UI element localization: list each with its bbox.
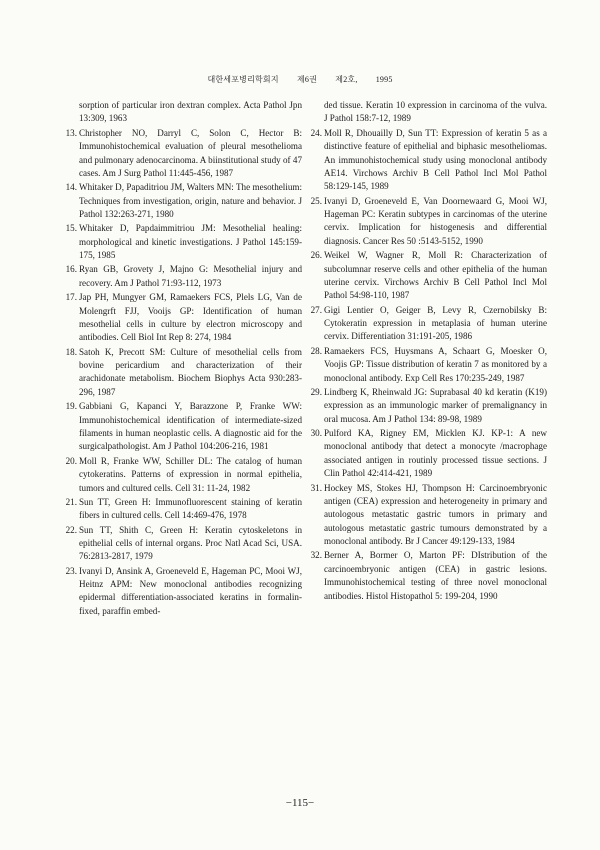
reference-item: [60, 524, 302, 564]
reference-item: [60, 291, 302, 345]
reference-text: Moll R, Dhouailly D, Sun TT: Expression of keratin 5 as a distinctive feature of epithelial and biphasic mesotheliomas. An immunohistochemical study using monoclonal antibody AE14. Virchows Archiv B Cell Pathol Incl Mol Pathol 58:129-145, 1989: [324, 127, 547, 192]
reference-continuation: [60, 99, 302, 126]
reference-number: 19.: [65, 401, 77, 412]
reference-text: Hockey MS, Stokes HJ, Thompson H: Carcinoembryonic antigen (CEA) expression and heterogeneity in primary and autologous metastatic gastric tumors in primary and autologous metastatic gastric tumours demonstrated by a monoclonal antibody. Br J Cancer 49:129-133, 1984: [324, 482, 547, 547]
right-reference-column: [305, 99, 547, 604]
reference-number: 16.: [65, 264, 77, 275]
reference-text: Sun TT, Shith C, Green H: Keratin cytoskeletons in epithelial cells of internal organs. Proc Natl Acad Sci, USA. 76:2813-2817, 1979: [79, 524, 302, 562]
reference-number: 18.: [65, 346, 77, 357]
reference-item: [60, 222, 302, 262]
reference-text: Berner A, Bormer O, Marton PF: DIstribution of the carcinoembryonic antigen (CEA) in gastric lesions. Immunohistochemical testing of three novel monoclonal antibodies. Histol Histopathol 5: 199-204, 1990: [324, 550, 547, 601]
reference-item: [60, 496, 302, 523]
reference-continuation: [305, 99, 547, 126]
reference-text: Ryan GB, Grovety J, Majno G: Mesothelial injury and recovery. Am J Pathol 71:93-112, 1973: [79, 264, 302, 288]
reference-text: Lindberg K, Rheinwald JG: Suprabasal 40 kd keratin (K19) expression as an immunologic marker of premalignancy in oral mucosa. Am J Pathol 134: 89-98, 1989: [324, 386, 547, 424]
reference-item: [305, 195, 547, 249]
reference-text: Whitaker D, Papdaimmitriou JM: Mesothelial healing: morphological and kinetic investigations. J Pathol 145:159-175, 1985: [79, 223, 302, 261]
reference-item: [60, 565, 302, 619]
reference-text: Gigi Lentier O, Geiger B, Levy R, Czernobilsky B: Cytokeratin expression in metaplasia of human uterine cervix. Differentiation 31:191-205, 1986: [324, 304, 547, 342]
reference-text: sorption of particular iron dextran complex. Acta Pathol Jpn 13:309, 1963: [79, 100, 302, 124]
reference-number: 15.: [65, 223, 77, 234]
reference-item: [305, 345, 547, 385]
reference-number: 29.: [310, 386, 322, 397]
reference-text: Ramaekers FCS, Huysmans A, Schaart G, Moesker O, Voojis GP: Tissue distribution of keratin 7 as monitored by a monoclonal antibody. Exp Cell Res 170:235-249, 1987: [324, 345, 547, 383]
reference-number: 25.: [310, 195, 322, 206]
reference-text: Satoh K, Precott SM: Culture of mesothelial cells from bovine pericardium and characterization of their arachidonate metabolism. Biochem Biophys Acta 930:283-296, 1987: [79, 346, 302, 397]
reference-text: Sun TT, Green H: Immunofluorescent staining of keratin fibers in cultured cells. Cell 14:469-476, 1978: [79, 496, 302, 521]
reference-text: Ivanyi D, Groeneveld E, Van Doornewaard G, Mooi WJ, Hageman PC: Keratin subtypes in carcinomas of the uterine cervix. Implication for histogenesis and differential diagnosis. Cancer Res 50 :5143-5152, 1990: [324, 195, 547, 246]
reference-item: [305, 482, 547, 549]
reference-number: 23.: [65, 565, 77, 576]
reference-number: 21.: [65, 496, 77, 507]
reference-item: [60, 400, 302, 454]
reference-item: [305, 386, 547, 426]
reference-item: [60, 127, 302, 181]
reference-text: Jap PH, Mungyer GM, Ramaekers FCS, Plels LG, Van de Molengrft FJJ, Vooijs GP: Identification of human mesothelial cells in culture by electron microscopy and antibodies. Cell Biol Int Rep 8: 274, 1984: [79, 292, 302, 343]
reference-item: [60, 455, 302, 495]
reference-text: Whitaker D, Papaditriou JM, Walters MN: The mesothelium: Techniques from investigation, origin, nature and behavior. J Pathol 132:263-271, 1980: [79, 182, 302, 220]
year-label: 1995: [375, 75, 393, 84]
reference-number: 20.: [65, 455, 77, 466]
reference-number: 28.: [310, 345, 322, 356]
running-header: [0, 74, 600, 85]
reference-text: Ivanyi D, Ansink A, Groeneveld E, Hageman PC, Mooi WJ, Heitnz APM: New monoclonal antibodies recognizing epidermal differentiation-associated keratins in formalin-fixed, paraffin embed-: [79, 565, 302, 616]
reference-number: 27.: [310, 304, 322, 315]
reference-item: [305, 249, 547, 303]
volume-label: 제6권: [297, 75, 318, 84]
journal-name: 대한세포병리학회지: [207, 75, 279, 84]
reference-text: Christopher NO, Darryl C, Solon C, Hector B: Immunohistochemical evaluation of pleural mesothelioma and pulmonary adenocarcinoma. A biinstitutional study of 47 cases. Am J Surg Pathol 11:445-456, 1987: [79, 127, 302, 178]
reference-number: 30.: [310, 427, 322, 438]
reference-item: [305, 304, 547, 344]
reference-text: Weikel W, Wagner R, Moll R: Characterization of subcolumnar reserve cells and other epithelia of the human uterine cervix. Virchows Archiv B Cell Pathol Incl Mol Pathol 54:98-110, 1987: [324, 250, 547, 301]
reference-text: ded tissue. Keratin 10 expression in carcinoma of the vulva. J Pathol 158:7-12, 1989: [324, 100, 547, 124]
reference-text: Gabbiani G, Kapanci Y, Barazzone P, Franke WW: Immunohistochemical identification of intermediate-sized filaments in human neoplastic cells. A diagnostic aid for the surgicalpathologist. Am J Pathol 104:206-216, 1981: [79, 401, 302, 452]
reference-item: [60, 181, 302, 221]
reference-number: 22.: [65, 524, 77, 535]
reference-number: 17.: [65, 292, 77, 303]
reference-text: Pulford KA, Rigney EM, Micklen KJ. KP-1: A new monoclonal antibody that detect a monocyte /macrophage associated antigen in routinly processed tissue sections. J Clin Pathol 42:414-421, 1989: [324, 427, 547, 479]
reference-item: [305, 427, 547, 481]
reference-item: [60, 346, 302, 400]
reference-item: [60, 263, 302, 290]
reference-text: Moll R, Franke WW, Schiller DL: The catalog of human cytokeratins. Patterns of expression in normal epithelia, tumors and cultured cells. Cell 31: 11-24, 1982: [79, 455, 302, 493]
reference-number: 32.: [310, 550, 322, 561]
reference-item: [305, 549, 547, 603]
issue-label: 제2호,: [335, 75, 358, 84]
reference-number: 24.: [310, 127, 322, 138]
reference-item: [305, 127, 547, 194]
reference-number: 14.: [65, 182, 77, 193]
left-reference-column: [60, 99, 302, 619]
reference-number: 31.: [310, 482, 322, 493]
reference-number: 13.: [65, 127, 77, 138]
reference-number: 26.: [310, 250, 322, 261]
page-number: −115−: [285, 797, 315, 809]
